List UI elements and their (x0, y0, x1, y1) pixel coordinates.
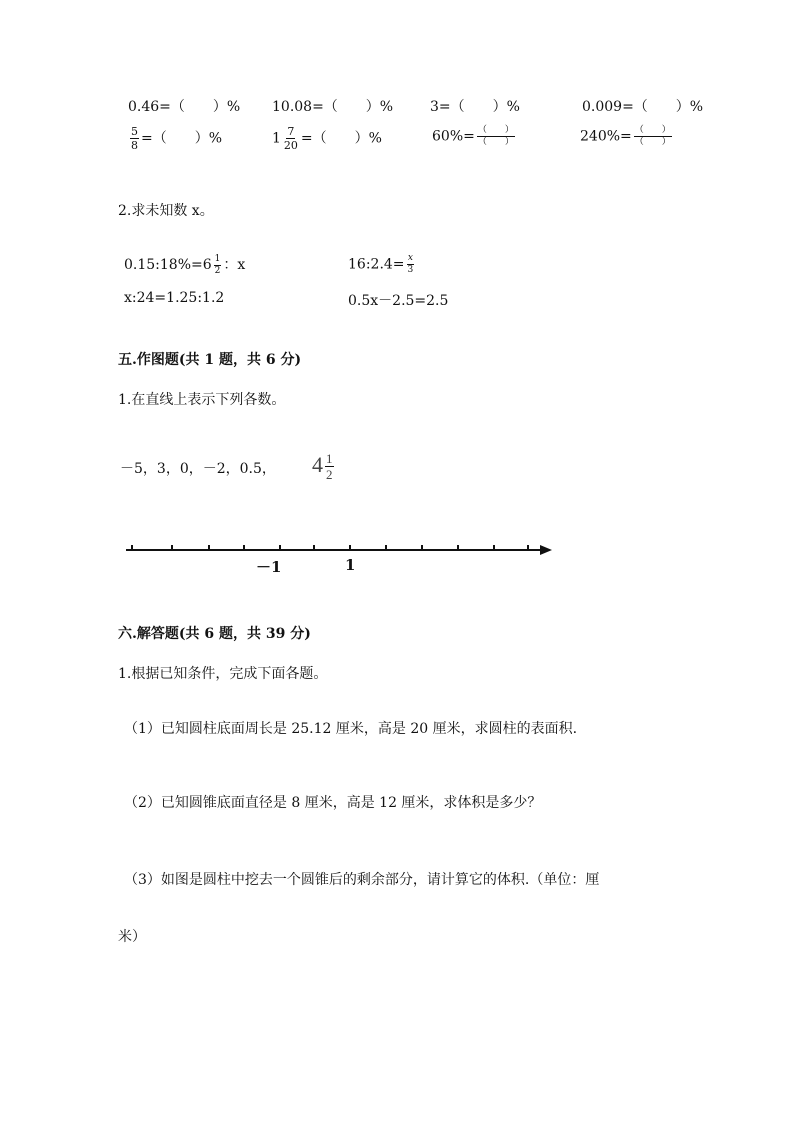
fraction-blank: $\frac{( )}{( )}$ (634, 125, 671, 147)
section-5-heading: 五.作图题(共 1 题，共 6 分) (118, 352, 302, 368)
conversion-3: 3=（ ）% (430, 99, 520, 115)
conversion-5: $\frac{5}{8}$ =（ ）% (131, 125, 223, 152)
label-one: 1 (345, 556, 356, 574)
fraction: $\frac{x}{3}$ (407, 253, 414, 275)
conversion-8: 240%= $\frac{( )}{( )}$ (580, 125, 671, 147)
q2-equation-3: x:24=1.25:1.2 (124, 290, 225, 306)
fraction: $\frac{5}{8}$ (131, 125, 138, 152)
fraction: $\frac{1}{2}$ (214, 253, 221, 276)
section-6-heading: 六.解答题(共 6 题，共 39 分) (118, 626, 311, 642)
section-5-question: 1.在直线上表示下列各数。 (118, 392, 286, 408)
q2-equation-4: 0.5x－2.5=2.5 (348, 293, 449, 309)
q2-equation-1: 0.15:18%=6 $\frac{1}{2}$ ：x (124, 253, 246, 276)
conversion-4: 0.009=（ ）% (582, 99, 704, 115)
label-minus-one: －1 (256, 558, 282, 576)
part-3-line-1: （3）如图是圆柱中挖去一个圆锥后的剩余部分，请计算它的体积.（单位：厘 (124, 872, 600, 888)
conversion-6: 1 $\frac{7}{20}$ =（ ）% (272, 125, 382, 152)
q2-title: 2.求未知数 x。 (118, 203, 214, 219)
part-3-line-2: 米） (118, 929, 146, 945)
numbers-list: －5，3，0，－2，0.5， (120, 461, 276, 477)
arrow-icon (540, 545, 552, 555)
section-6-question: 1.根据已知条件，完成下面各题。 (118, 666, 328, 682)
q2-equation-2: 16:2.4= $\frac{x}{3}$ (348, 253, 414, 275)
fraction: $\frac{1}{2}$ (326, 451, 333, 483)
part-2: （2）已知圆锥底面直径是 8 厘米，高是 12 厘米，求体积是多少？ (124, 795, 542, 811)
conversion-1: 0.46=（ ）% (128, 99, 241, 115)
fraction-blank: $\frac{( )}{( )}$ (477, 125, 514, 147)
number-line (120, 538, 560, 562)
part-1: （1）已知圆柱底面周长是 25.12 厘米，高是 20 厘米，求圆柱的表面积. (124, 721, 578, 737)
conversion-2: 10.08=（ ）% (272, 99, 394, 115)
conversion-7: 60%= $\frac{( )}{( )}$ (432, 125, 514, 147)
mixed-number: 4 $\frac{1}{2}$ (312, 451, 333, 483)
fraction: $\frac{7}{20}$ (283, 125, 298, 152)
